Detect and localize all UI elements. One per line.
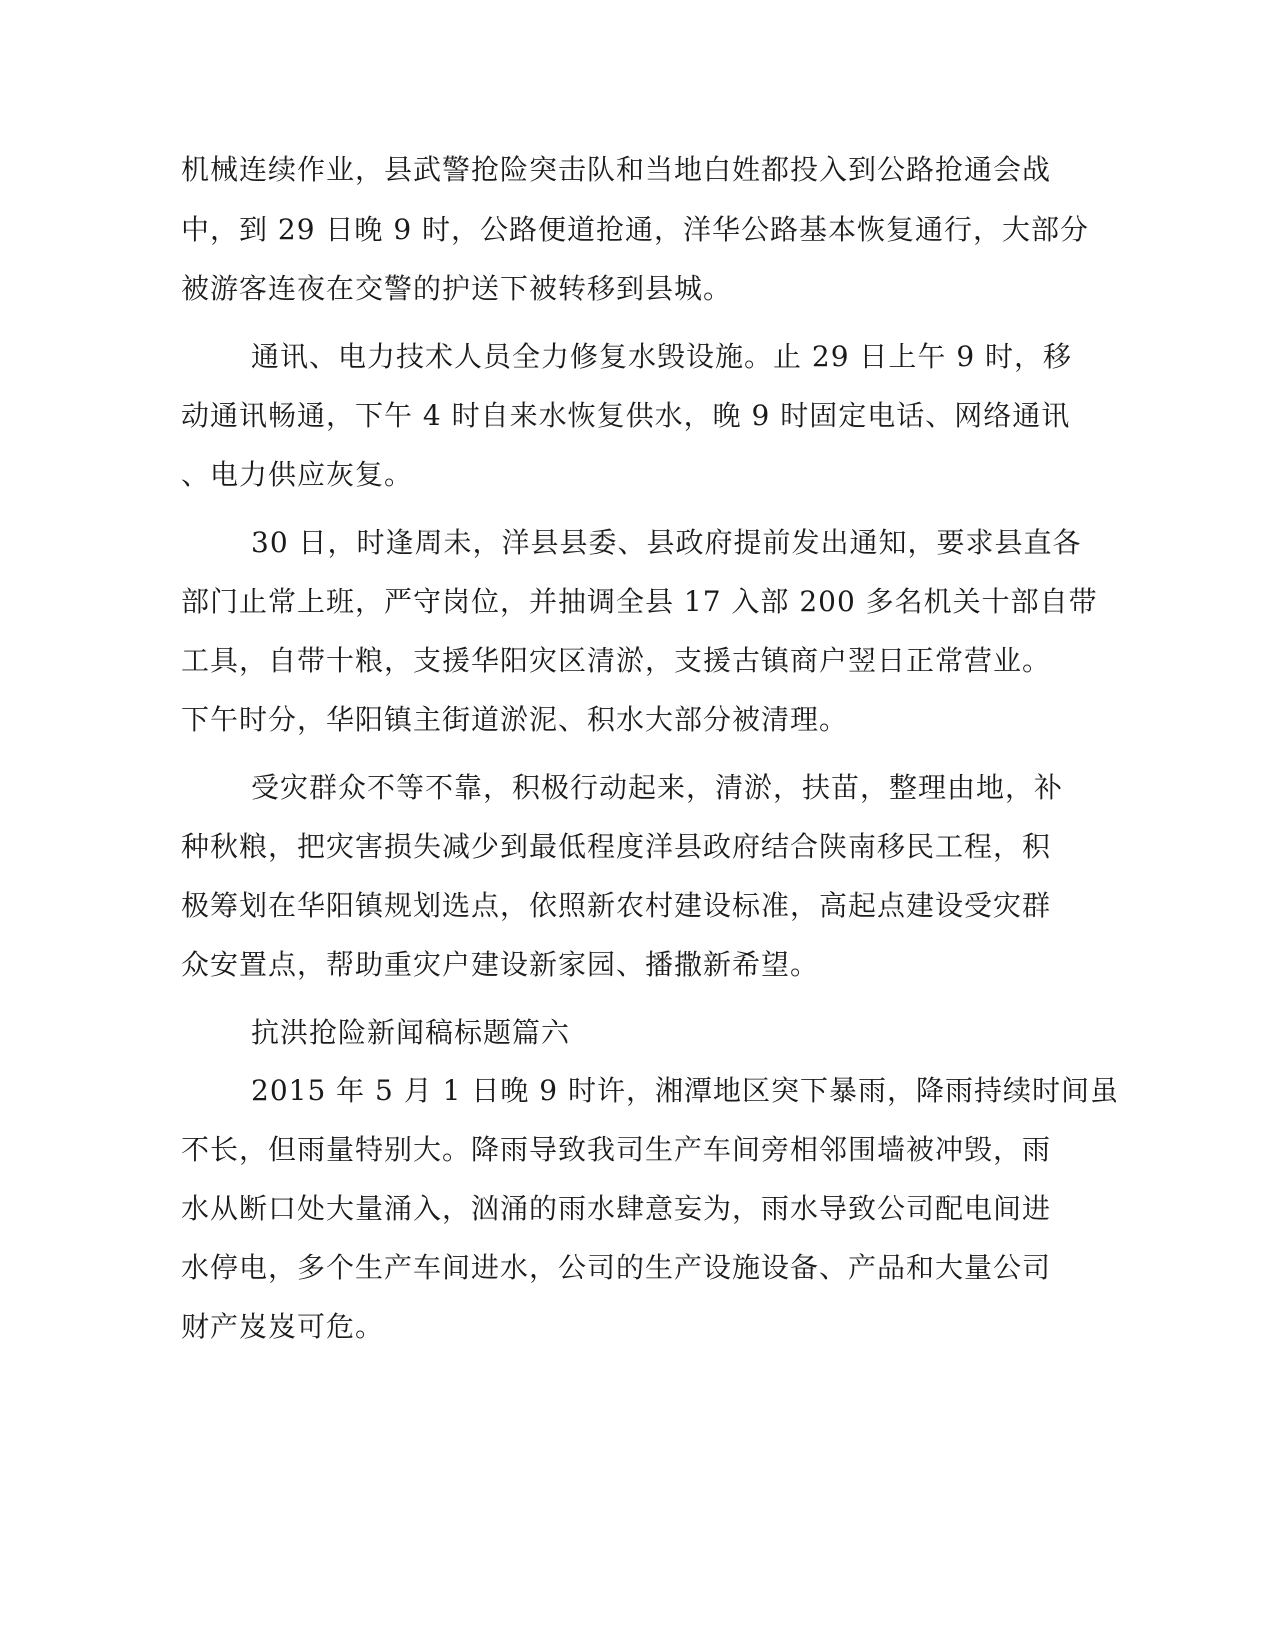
paragraph-3-line-2: 部门止常上班，严守岗位，并抽调全县 17 入部 200 多名机关十部自带: [181, 585, 1098, 618]
paragraph-2-line-1: 通讯、电力技术人员全力修复水毁设施。止 29 日上午 9 时，移: [251, 340, 1073, 373]
section-heading: 抗洪抢险新闻稿标题篇六: [251, 1016, 571, 1049]
paragraph-4-line-2: 种秋粮，把灾害损失减少到最低程度洋县政府结合陕南移民工程，积: [181, 830, 1052, 863]
paragraph-3-line-3: 工具，自带十粮，支援华阳灾区清淤，支援古镇商户翌日正常营业。: [181, 644, 1052, 677]
paragraph-5-line-4: 水停电，多个生产车间进水，公司的生产设施设备、产品和大量公司: [181, 1251, 1052, 1284]
paragraph-4-line-4: 众安置点，帮助重灾户建设新家园、播撒新希望。: [181, 948, 820, 981]
paragraph-3-line-1: 30 日，时逢周未，洋县县委、县政府提前发出通知，要求县直各: [251, 526, 1082, 559]
paragraph-5-line-1: 2015 年 5 月 1 日晚 9 时许，湘潭地区突下暴雨，降雨持续时间虽: [251, 1074, 1120, 1107]
paragraph-1-line-1: 机械连续作业，县武警抢险突击队和当地白姓都投入到公路抢通会战: [181, 153, 1052, 186]
paragraph-5-line-5: 财产岌岌可危。: [181, 1310, 385, 1343]
paragraph-1-line-2: 中，到 29 日晚 9 时，公路便道抢通，洋华公路基本恢复通行，大部分: [181, 213, 1090, 246]
paragraph-4-line-1: 受灾群众不等不靠，积极行动起来，清淤，扶苗，整理由地，补: [251, 771, 1064, 804]
paragraph-5-line-3: 水从断口处大量涌入，汹涌的雨水肆意妄为，雨水导致公司配电间进: [181, 1192, 1052, 1225]
paragraph-3-line-4: 下午时分，华阳镇主街道淤泥、积水大部分被清理。: [181, 703, 849, 736]
paragraph-2-line-2: 动通讯畅通，下午 4 时自来水恢复供水，晚 9 时固定电话、网络通讯: [181, 399, 1071, 432]
paragraph-2-line-3: 、电力供应灰复。: [181, 458, 414, 491]
paragraph-1-line-3: 被游客连夜在交警的护送下被转移到县城。: [181, 272, 733, 305]
paragraph-5-line-2: 不长，但雨量特别大。降雨导致我司生产车间旁相邻围墙被冲毁，雨: [181, 1133, 1052, 1166]
paragraph-4-line-3: 极筹划在华阳镇规划选点，依照新农村建设标准，高起点建设受灾群: [181, 889, 1052, 922]
